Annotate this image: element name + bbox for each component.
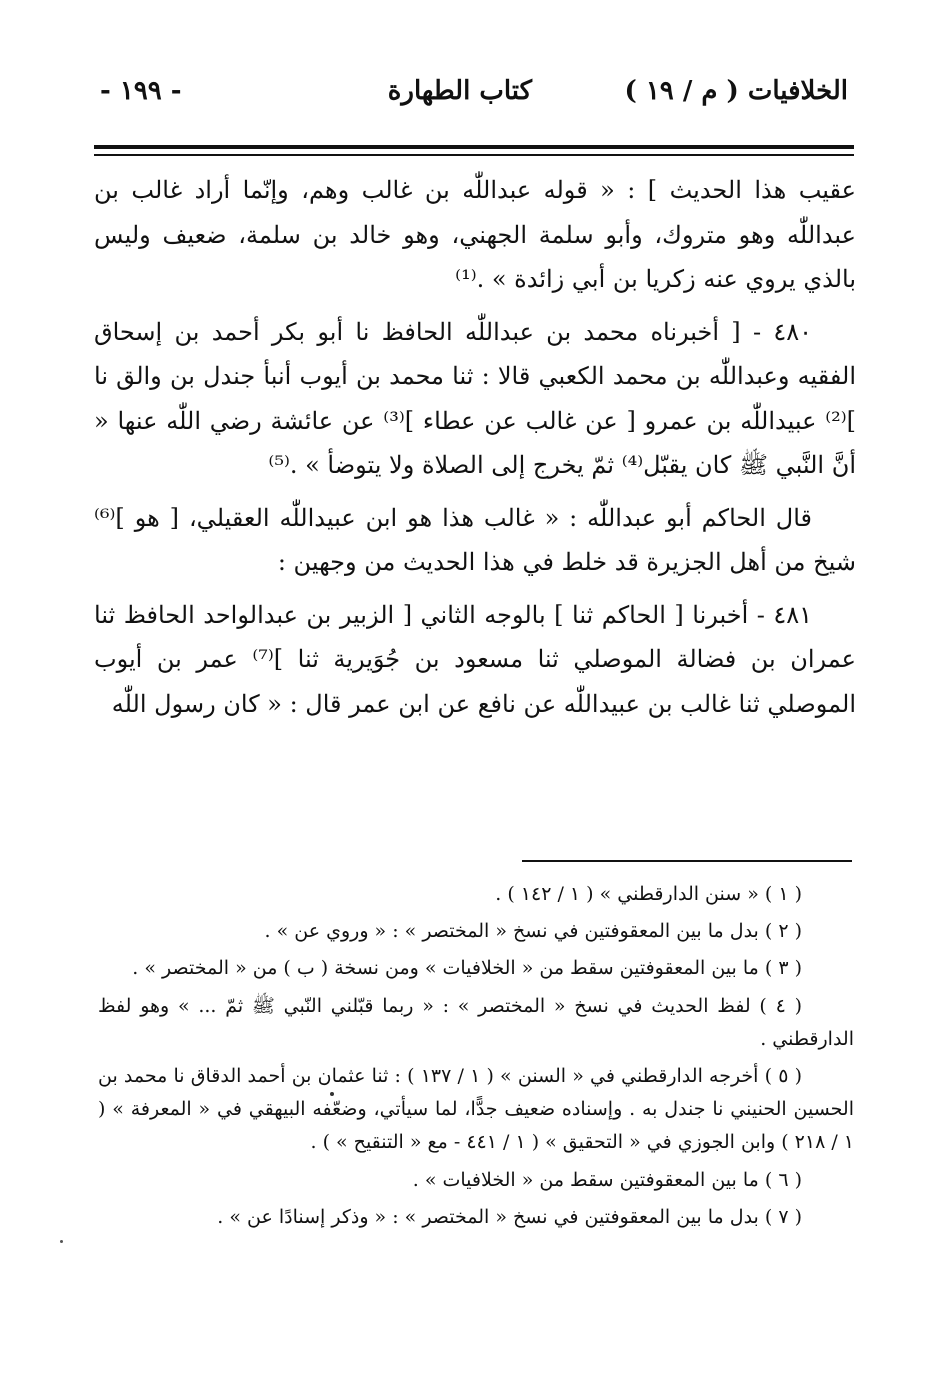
header-rule: [94, 145, 854, 149]
footnote-separator: [522, 860, 852, 862]
footnote: ( ٤ ) لفظ الحديث في نسخ « المختصر » : « ربما قبّلني النّبي ﷺ ثمّ ... » وهو لفظ الدارقطني .: [98, 994, 854, 1050]
chapter-title: كتاب الطهارة: [387, 76, 532, 106]
paragraph: ٤٨٠ - [ أخبرناه محمد بن عبداللّٰه الحافظ نا أبو بكر أحمد بن إسحاق الفقيه وعبداللّٰه بن محمد الكعبي قالا : ثنا محمد بن أيوب أنبأ جندل بن والق نا ]⁽²⁾ عبيداللّٰه بن عمرو [ عن غالب عن عطاء ]⁽³⁾ عن عائشة رضي اللّٰه عنها « أنَّ النَّبي ﷺ كان يقبّل⁽⁴⁾ ثمّ يخرج إلى الصلاة ولا يتوضأ » .⁽⁵⁾: [94, 317, 857, 479]
paragraph: ٤٨١ - أخبرنا [ الحاكم ثنا ] بالوجه الثاني [ الزبير بن عبدالواحد الحافظ ثنا عمران بن فضالة الموصلي ثنا مسعود بن جُوَيرية ثنا ]⁽⁷⁾ عمر بن أيوب الموصلي ثنا غالب بن عبيداللّٰه عن نافع عن ابن عمر قال : « كان رسول اللّٰه: [94, 600, 856, 718]
footnote: ( ٥ ) أخرجه الدارقطني في « السنن » ( ١ / ١٣٧ ) : ثنا عثمان بن أحمد الدقاق نا محمد بن الحسين الحنيني نا جندل به . وإسناده ضعيف جدًّا، لما سيأتي، وضعّفه البيهقي في « المعرفة » ( ١ / ٢١٨ ) وابن الجوزي في « التحقيق » ( ١ / ٤٤١ - مع « التنقيح » ) .: [98, 1065, 854, 1154]
running-title: الخلافيات ( م / ١٩ ): [624, 76, 848, 106]
footnote: ( ١ ) « سنن الدارقطني » ( ١ / ١٤٢ ) .: [495, 883, 802, 905]
footnote: ( ٦ ) ما بين المعقوفتين سقط من « الخلافيات » .: [412, 1168, 802, 1191]
footnote: ( ٧ ) بدل ما بين المعقوفتين في نسخ « المختصر » : « وذكر إسنادًا عن » .: [217, 1205, 802, 1228]
running-header: [100, 76, 848, 126]
footnotes: [98, 878, 854, 1238]
paragraph: عقيب هذا الحديث ] : « قوله عبداللّٰه بن غالب وهم، وإنّما أراد غالب بن عبداللّٰه وهو متروك، وأبو سلمة الجهني، وهو خالد بن سلمة، ضعيف وليس بالذي يروي عنه زكريا بن أبي زائدة » .⁽¹⁾: [94, 176, 856, 293]
header-rule-thin: [94, 154, 854, 156]
main-text: [94, 168, 856, 734]
scan-speck: [330, 1092, 334, 1096]
footnote: ( ٢ ) بدل ما بين المعقوفتين في نسخ « المختصر » : « وروي عن » .: [264, 920, 802, 943]
page-number: - ١٩٩ -: [100, 76, 182, 106]
paragraph: قال الحاكم أبو عبداللّٰه : « غالب هذا هو ابن عبيداللّٰه العقيلي، [ هو ]⁽⁶⁾ شيخ من أهل الجزيرة قد خلط في هذا الحديث من وجهين :: [94, 503, 856, 576]
scan-speck: [60, 1240, 63, 1243]
footnote: ( ٣ ) ما بين المعقوفتين سقط من « الخلافيات » ومن نسخة ( ب ) من « المختصر » .: [132, 957, 802, 980]
